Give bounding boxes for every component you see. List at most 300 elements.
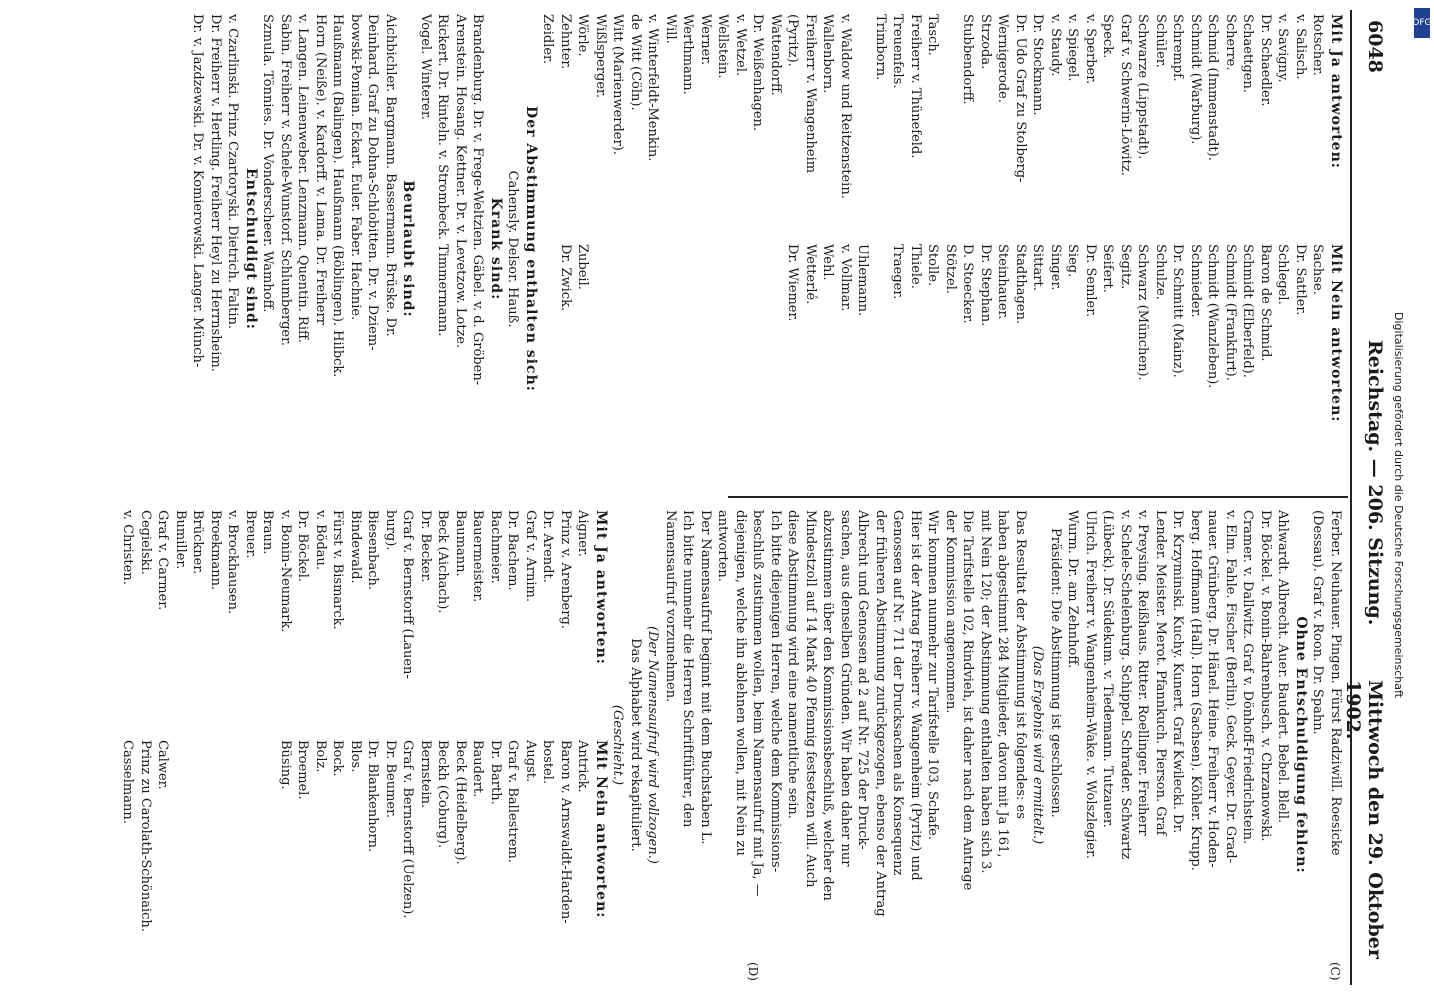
ja-member: Schrempf. xyxy=(1170,14,1186,82)
nein-member: Blos. xyxy=(348,740,363,773)
ja-member: v. Waldow und Reitzenstein. xyxy=(838,14,853,199)
nein-member: Schmidt (Wanzleben). xyxy=(1205,244,1221,389)
vote-row xyxy=(767,14,785,484)
vote-list xyxy=(539,14,1327,484)
nein-member: Baudert. xyxy=(470,740,486,798)
dfg-watermark: Digitalisierung gefördert durch die Deutsche Forschungsgemeinschaft xyxy=(1392,312,1405,698)
ja-member xyxy=(942,14,960,244)
ja-member: Cegielski. xyxy=(138,510,153,575)
vote-row xyxy=(907,14,925,484)
vote-row xyxy=(557,510,575,980)
ja-member: v. Christen. xyxy=(120,510,136,585)
nein-member xyxy=(749,244,767,474)
vote-row xyxy=(469,510,487,980)
beurlaubt-heading: Beurlaubt sind: xyxy=(400,180,417,318)
nein-member: Baron v. Arnswaldt-Harden- xyxy=(558,740,573,924)
nein-member xyxy=(242,740,260,970)
result-line: Genossen auf Nr. 711 der Drucksachen als Konsequenz xyxy=(890,510,906,876)
stage-direction-3: Das Alphabet wird rekapituliert. xyxy=(628,638,643,852)
beurlaubt-line: Aichbichler. Bargmann. Bassermann. Brüske. Dr. xyxy=(383,14,398,337)
ja-member: Graf v. Arnim. xyxy=(523,510,538,602)
vote-row xyxy=(749,14,767,484)
nein-member: Seifert. xyxy=(1100,244,1116,293)
ja-member: Breuer. xyxy=(243,510,258,559)
ja-member: Dr. Böckel. xyxy=(295,510,311,582)
ja-member: Bauermeister. xyxy=(470,510,486,603)
entschuldigt-line: Dr. v. Jazdzewski. Dr. v. Komierowski. Langer. Münch- xyxy=(190,14,206,368)
entschuldigt-line: v. Czarlinski. Prinz Czartoryski. Dietrich. Faltin. xyxy=(225,14,241,330)
vote-row xyxy=(837,14,855,484)
vote-row xyxy=(574,14,592,484)
result-line: Das Resultat der Abstimmung ist folgendes: es xyxy=(1013,510,1028,819)
vote-row xyxy=(399,510,417,980)
vote-row xyxy=(172,510,190,980)
result-line: Hier ist der Antrag Freiherr v. Wangenheim (Pyritz) und xyxy=(908,510,923,881)
vote-row xyxy=(1117,14,1135,484)
ja-member: Graf v. Bernstorff (Lauen- xyxy=(400,510,416,679)
vote-row xyxy=(1064,14,1082,484)
nein-member: D. Stoecker. xyxy=(960,244,976,324)
ja-member: de Witt (Cöln). xyxy=(628,14,643,111)
ja-member: Fürst v. Bismarck. xyxy=(330,510,346,630)
vote-headers-right xyxy=(592,510,610,980)
vote-row xyxy=(312,510,330,980)
nein-member xyxy=(189,740,207,970)
ja-member: Schmidt (Warburg). xyxy=(1188,14,1203,145)
result-line: Albrecht und Genossen ad 2 auf Nr. 725 der Druck- xyxy=(855,510,871,850)
nein-member: Büsing. xyxy=(278,740,293,790)
ja-member: Braun. xyxy=(260,510,276,555)
ja-member: v. Savigny. xyxy=(1275,14,1291,83)
vote-row xyxy=(1292,14,1310,484)
vote-row xyxy=(609,14,627,484)
vote-row xyxy=(539,14,557,484)
vote-row xyxy=(1029,14,1047,484)
ohne-line: Ahlwardt. Albrecht. Auer. Baudert. Bebel. Blell. xyxy=(1275,510,1291,824)
result-text xyxy=(662,510,1030,980)
nein-member: Prinz zu Carolath-Schönaich. xyxy=(138,740,153,932)
krank-line: Brandenburg. Dr. v. Frege-Weltzien. Gäbel. v. d. Gröben- xyxy=(470,14,486,386)
nein-member: Singer. xyxy=(1048,244,1063,291)
nein-member: Schwarz (München). xyxy=(1135,244,1151,381)
vote-row xyxy=(242,510,260,980)
ja-member: Freiherr v. Wangenheim xyxy=(803,14,818,174)
nein-member: Zubeil. xyxy=(575,244,591,290)
result-line: Ich bitte diejenigen Herren, welche dem Kommissions- xyxy=(768,510,783,873)
ja-member: Prinz v. Arenberg. xyxy=(558,510,573,629)
beurlaubt-line: v. Langen. Leinenweber. Lenzmann. Quentin. Riff. xyxy=(295,14,311,343)
ohne-line: berg. Hoffmann (Hall). Horn (Sachsen). Köhler. Krupp. xyxy=(1188,510,1203,871)
page-number: 6048 xyxy=(1364,20,1386,73)
right-column xyxy=(119,510,1344,980)
ja-heading: Mit Ja antworten: xyxy=(1328,14,1344,169)
vote-row xyxy=(854,14,872,484)
vote-row xyxy=(382,510,400,980)
vote-row xyxy=(487,510,505,980)
vote-row xyxy=(189,510,207,980)
result-line: Ich bitte nunmehr die Herren Schriftführer, den xyxy=(680,510,696,828)
result-line: antworten. xyxy=(715,510,731,582)
krank-heading: Krank sind: xyxy=(488,197,504,301)
nein-member: bostel. xyxy=(540,740,556,785)
ja-member: Dr. Udo Graf zu Stolberg- xyxy=(1013,14,1028,183)
nein-member: Dr. Beumer. xyxy=(383,740,398,819)
ohne-line: nauer. Grünberg. Dr. Hänel. Heine. Freiherr v. Hoden- xyxy=(1205,510,1221,868)
nein-member xyxy=(172,740,190,970)
vote-row xyxy=(802,14,820,484)
ohne-line: Dr. Krzyminski. Kuchy. Kunert. Graf Kwilecki. Dr. xyxy=(1170,510,1186,834)
ja-member: Graf v. Carmer. xyxy=(155,510,171,611)
vote-row xyxy=(697,14,715,484)
nein-member: Schulze. xyxy=(1153,244,1168,300)
stage-direction-2: (Der Namensaufruf wird vollzogen.) xyxy=(645,626,661,864)
vote-headers xyxy=(1327,14,1345,484)
vote-row xyxy=(557,14,575,484)
krank-list xyxy=(417,14,487,484)
result-line: haben abgestimmt 284 Mitglieder, davon mit Ja 161, xyxy=(995,510,1011,858)
nein-member xyxy=(732,244,750,474)
vote-row xyxy=(504,510,522,980)
ja-member: Zehnter. xyxy=(558,14,573,70)
nein-member: Uhlemann. xyxy=(855,244,871,317)
nein-member: Stadthagen. xyxy=(1013,244,1028,325)
result-line: Die Tarifstelle 102, Rindvieh, ist daher nach dem Antrage xyxy=(960,510,976,891)
enthalten-heading: Der Abstimmung enthalten sich: xyxy=(523,106,539,392)
nein-member: Sittart. xyxy=(1030,244,1046,291)
krank-line: Vogel. Winterer. xyxy=(418,14,433,120)
ja-member: Wißlsperger. xyxy=(593,14,608,98)
ja-member: Graf v. Schwerin-Löwitz. xyxy=(1118,14,1133,176)
entschuldigt-list xyxy=(189,14,242,484)
nein-member xyxy=(679,244,697,474)
ohne-line: v. Elm. Fahle. Fischer (Berlin). Geck. Geyer. Dr. Grad- xyxy=(1223,510,1238,863)
vote-row xyxy=(259,510,277,980)
ja-member: burg). xyxy=(383,510,398,551)
nein-member: v. Vollmar. xyxy=(838,244,853,312)
ja-heading-right: Mit Ja antworten: xyxy=(593,510,609,665)
enthalten-text: Cahensly. Delsor. Hauß. xyxy=(505,170,521,328)
vote-row xyxy=(294,510,312,980)
stage-direction-1: (Das Ergebnis wird ermittelt.) xyxy=(1030,645,1046,845)
ja-member: v. Wetzel. xyxy=(733,14,748,77)
praesident-statement: Präsident: Die Abstimmung ist geschlossen. xyxy=(1048,528,1063,818)
ohne-line: Cramer. v. Dallwitz. Graf v. Dönhoff-Friedrichstein. xyxy=(1240,510,1256,845)
ohne-heading: Ohne Entschuldigung fehlen: xyxy=(1293,616,1309,874)
nein-member: Segitz. xyxy=(1118,244,1133,290)
ja-member: Dr. Bachem. xyxy=(505,510,521,591)
ja-member: Wellstein. xyxy=(715,14,731,79)
vote-row xyxy=(1047,14,1065,484)
beurlaubt-line: Horn (Neiße). v. Kardorff. v. Lama. Dr. Freiherr xyxy=(313,14,328,325)
vote-row xyxy=(1239,14,1257,484)
nein-member xyxy=(697,244,715,474)
vote-row xyxy=(1222,14,1240,484)
nein-member xyxy=(539,244,557,474)
nein-member: Wehl. xyxy=(820,244,836,281)
nein-heading-right: Mit Nein antworten: xyxy=(593,740,609,919)
ja-member: Tasch. xyxy=(925,14,941,56)
result-line: Der Namensaufruf beginnt mit dem Buchstaben L. xyxy=(698,510,713,845)
result-line: abzustimmen über den Kommissionsbeschluß, welcher den xyxy=(820,510,836,901)
vote-row xyxy=(627,14,645,484)
beurlaubt-line: Szmula. Tönnies. Dr. Vonderscheer. Wamhoff. xyxy=(260,14,276,313)
nein-member: Beckh (Coburg). xyxy=(435,740,451,849)
ja-member: Werner. xyxy=(698,14,713,66)
ja-member: Bindewald. xyxy=(348,510,363,584)
vote-row xyxy=(1187,14,1205,484)
vote-row xyxy=(347,510,365,980)
vote-row xyxy=(714,14,732,484)
nein-member xyxy=(714,244,732,474)
vote-row xyxy=(959,14,977,484)
nein-member: Traeger. xyxy=(890,244,906,300)
vote-row xyxy=(364,510,382,980)
nein-member xyxy=(662,244,680,474)
vote-row xyxy=(539,510,557,980)
vote-row xyxy=(277,510,295,980)
nein-member xyxy=(767,244,785,474)
ja-member: Aigner. xyxy=(575,510,591,557)
nein-member: Sachse. xyxy=(1310,244,1326,295)
nein-member: Dr. Semler. xyxy=(1083,244,1098,318)
nein-member xyxy=(627,244,645,474)
nein-member: Calwer. xyxy=(155,740,171,790)
vote-row xyxy=(329,510,347,980)
ja-member: v. Spiegel. xyxy=(1065,14,1081,82)
vote-row xyxy=(1274,14,1292,484)
ja-member: Bachmeier. xyxy=(488,510,503,584)
nein-member xyxy=(592,244,610,474)
ja-member: Dr. Schaedler. xyxy=(1258,14,1273,107)
vote-row xyxy=(452,510,470,980)
margin-mark-d: (D) xyxy=(746,962,760,981)
vote-row xyxy=(1134,14,1152,484)
session-title: Reichstag. — 206. Sitzung. xyxy=(1364,340,1386,626)
nein-member: Dr. Sattler. xyxy=(1293,244,1308,316)
nein-member: Schlegel. xyxy=(1275,244,1291,305)
rotated-document xyxy=(40,10,1400,985)
vote-row xyxy=(522,510,540,980)
ja-member: (Pyritz). xyxy=(785,14,801,67)
vote-row xyxy=(732,14,750,484)
ohne-line: (Lübeck). Dr. Südekum. v. Tiedemann. Tutzauer. xyxy=(1100,510,1116,828)
nein-member: Steinhauer. xyxy=(995,244,1011,320)
nein-member xyxy=(259,740,277,970)
ja-member: Schüler. xyxy=(1153,14,1168,68)
ja-member: Schmid (Immenstadt). xyxy=(1205,14,1221,161)
nein-member: Dr. Wiemer. xyxy=(785,244,801,322)
ja-member: Baumann. xyxy=(453,510,468,577)
ja-member: Will. xyxy=(663,14,678,44)
nein-member: Stötzel. xyxy=(943,244,958,295)
result-line: diejenigen, welche ihn ablehnen wollen, mit Nein zu xyxy=(733,510,748,856)
ja-member: Rotscher. xyxy=(1310,14,1326,76)
result-line: beschluß zustimmen wollen, beim Namensaufruf mit Ja, — xyxy=(750,510,766,897)
text-line: Ferber. Neuhauer. Pingen. Fürst Radziwill. Roesicke xyxy=(1328,510,1343,856)
vote-row xyxy=(1012,14,1030,484)
vote-list-right xyxy=(119,510,592,980)
nein-member: Sieg. xyxy=(1065,244,1081,278)
nein-member xyxy=(224,740,242,970)
result-line: der früheren Abstimmung zurückgezogen, ebenso der Antrag xyxy=(873,510,888,917)
result-line: mit Nein 120; der Abstimmung enthalten haben sich 3. xyxy=(978,510,993,874)
nein-member xyxy=(872,244,890,474)
ja-member: Dr. Becker. xyxy=(418,510,433,583)
nein-member xyxy=(609,244,627,474)
vote-row xyxy=(119,510,137,980)
beurlaubt-line: Sabin. Freiherr v. Schele-Wunstorf. Schlumberger. xyxy=(278,14,293,347)
beurlaubt-line: bowski-Pomian. Eckart. Euler. Faber. Hachnie. xyxy=(348,14,363,321)
vote-row xyxy=(662,14,680,484)
ja-member: Strzoda. xyxy=(978,14,993,70)
nein-member: Broemel. xyxy=(295,740,311,800)
ja-member: Freiherr v. Thünefeld. xyxy=(908,14,923,159)
beurlaubt-line: Deinhard. Graf zu Dohna-Schlobitten. Dr. v. Dziem- xyxy=(365,14,381,351)
vote-row xyxy=(1309,14,1327,484)
vote-row xyxy=(942,14,960,484)
nein-member: Schmidt (Elberfeld). xyxy=(1240,244,1256,378)
ja-member: Brückner. xyxy=(190,510,206,575)
ja-member: Speck. xyxy=(1100,14,1116,59)
entschuldigt-line: Dr. Freiherr v. Hertling. Freiherr Heyl zu Herrnsheim. xyxy=(208,14,223,372)
nein-member: Antrick. xyxy=(575,740,591,793)
ja-member: Broekmann. xyxy=(208,510,223,591)
ja-member: Stubbendorff. xyxy=(960,14,976,105)
dfg-logo: DFG xyxy=(1414,8,1430,38)
ja-member: Wernigerode. xyxy=(995,14,1011,103)
ohne-line: Wurm. Dr. am Zehnhoff. xyxy=(1065,510,1081,669)
ja-member: v. Sperber. xyxy=(1083,14,1098,85)
vote-row xyxy=(224,510,242,980)
vote-row xyxy=(154,510,172,980)
nein-member: Wetterlé. xyxy=(803,244,818,305)
entschuldigt-heading: Entschuldigt sind: xyxy=(243,168,259,330)
nein-member: Graf v. Bernstorff (Uelzen). xyxy=(400,740,416,919)
ja-member: Bumiller. xyxy=(173,510,188,570)
vote-row xyxy=(819,14,837,484)
ja-member xyxy=(854,14,872,244)
ja-member: Schwarze (Lippstadt). xyxy=(1135,14,1151,160)
ja-member: Zeidler. xyxy=(540,14,556,64)
vote-row xyxy=(1082,14,1100,484)
ja-member: Wörle. xyxy=(575,14,591,57)
vote-row xyxy=(924,14,942,484)
nein-member: Bock. xyxy=(330,740,346,777)
vote-row xyxy=(434,510,452,980)
nein-member: Dr. Stephan. xyxy=(978,244,993,327)
left-column xyxy=(189,14,1344,484)
nein-member: Dr. Barth. xyxy=(488,740,503,805)
vote-row xyxy=(784,14,802,484)
session-date: Mittwoch den 29. Oktober 1902. xyxy=(1342,680,1386,959)
ohne-line: Lender. Meister. Merot. Pfannkuch. Pierson. Graf xyxy=(1153,510,1168,836)
ja-member: Trimborn. xyxy=(873,14,888,81)
ja-member: v. Brockhausen. xyxy=(225,510,241,615)
beurlaubt-line: Haußmann (Balingen). Haußmann (Böblingen). Hilbck. xyxy=(330,14,346,378)
krank-line: Arenstein. Hosang. Kettner. Dr. v. Levetzow. Lotze. xyxy=(453,14,468,349)
ja-member: Dr. Stockmann. xyxy=(1030,14,1046,116)
result-line: der Kommission angenommen. xyxy=(943,510,958,714)
vote-row xyxy=(1257,14,1275,484)
nein-member: Dr. Schmitt (Mainz). xyxy=(1170,244,1186,378)
ja-member: Dr. Arendt. xyxy=(540,510,556,583)
vote-row xyxy=(574,510,592,980)
top-list xyxy=(1309,510,1344,980)
beurlaubt-list xyxy=(259,14,399,484)
vote-row xyxy=(644,14,662,484)
nein-member: Dr. Blankenhorn. xyxy=(365,740,381,853)
nein-member: Augst. xyxy=(523,740,538,783)
nein-member: Dr. Zwick. xyxy=(558,244,573,312)
ja-member: Werthmann. xyxy=(680,14,696,95)
vote-row xyxy=(977,14,995,484)
vote-row xyxy=(1169,14,1187,484)
text-line: (Dessau). Graf v. Roon. Dr. Spahn. xyxy=(1310,510,1326,735)
ja-member: Wattendorff. xyxy=(768,14,783,96)
krank-line: Rickert. Dr. Rinteln. v. Strombeck. Timmermann. xyxy=(435,14,451,337)
vote-row xyxy=(1204,14,1222,484)
nein-member: Casselmann. xyxy=(120,740,136,824)
result-line: Mindestzoll auf 14 Mark 40 Pfennig festsetzen will. Auch xyxy=(803,510,818,888)
vote-row xyxy=(207,510,225,980)
vote-row xyxy=(592,14,610,484)
result-line: Wir kommen nunmehr zur Tarifstelle 103, Schafe. xyxy=(925,510,941,840)
ohne-line: Dr. Böckel. v. Bonin-Bahrenbusch. v. Chrzanowski. xyxy=(1258,510,1273,842)
nein-member: Schmieder. xyxy=(1188,244,1203,318)
nein-heading: Mit Nein antworten: xyxy=(1328,244,1344,423)
ja-member: Dr. Weißenhagen. xyxy=(750,14,766,132)
ohne-list xyxy=(1064,510,1292,980)
ja-member: v. Salisch. xyxy=(1293,14,1308,80)
ja-member: v. Bonin-Neumark. xyxy=(278,510,293,633)
result-line: Namensaufruf vorzunehmen. xyxy=(663,510,678,703)
ja-member: Treuenfels. xyxy=(890,14,906,89)
ja-member: v. Staudy. xyxy=(1048,14,1063,77)
ja-member: Scherre. xyxy=(1223,14,1238,71)
ohne-line: v. Schele-Schelenburg. Schippel. Schrader. Schwartz xyxy=(1118,510,1133,860)
vote-row xyxy=(1152,14,1170,484)
nein-member xyxy=(644,244,662,474)
margin-mark-c: (C) xyxy=(1328,962,1342,981)
stage-direction-4: (Geschieht.) xyxy=(610,704,626,786)
ohne-line: v. Preysing. Reißhaus. Ritter. Roellinger. Freiherr xyxy=(1135,510,1151,836)
nein-member: Beck (Heidelberg). xyxy=(453,740,468,865)
vote-row xyxy=(889,14,907,484)
ja-member: v. Bödau. xyxy=(313,510,328,571)
ja-member: Schaettgen. xyxy=(1240,14,1256,93)
vote-row xyxy=(1099,14,1117,484)
nein-member: Thiele. xyxy=(908,244,923,289)
ja-member: Beck (Aichach). xyxy=(435,510,451,614)
vote-row xyxy=(137,510,155,980)
nein-member: Bernstein. xyxy=(418,740,433,809)
vote-row xyxy=(872,14,890,484)
vote-row xyxy=(994,14,1012,484)
nein-member: Baron de Schmid. xyxy=(1258,244,1273,362)
nein-member: Graf v. Ballestrem. xyxy=(505,740,521,863)
nein-member: Stolle. xyxy=(925,244,941,287)
vote-row xyxy=(417,510,435,980)
nein-member: Schmidt (Frankfurt). xyxy=(1223,244,1238,381)
ohne-line: Ulrich. Freiherr v. Wangenheim-Wake. v. Wolszlegier. xyxy=(1083,510,1098,859)
nein-member: Bolz. xyxy=(313,740,328,773)
result-line: diese Abstimmung wird eine namentliche sein. xyxy=(785,510,801,819)
vote-row xyxy=(679,14,697,484)
ja-member: Wallenborn. xyxy=(820,14,836,94)
ja-member: Witt (Marienwerder). xyxy=(610,14,626,155)
result-line: sachen, aus denselben Gründen. Wir haben daher nur xyxy=(838,510,853,867)
ja-member: Biesenbach. xyxy=(365,510,381,590)
